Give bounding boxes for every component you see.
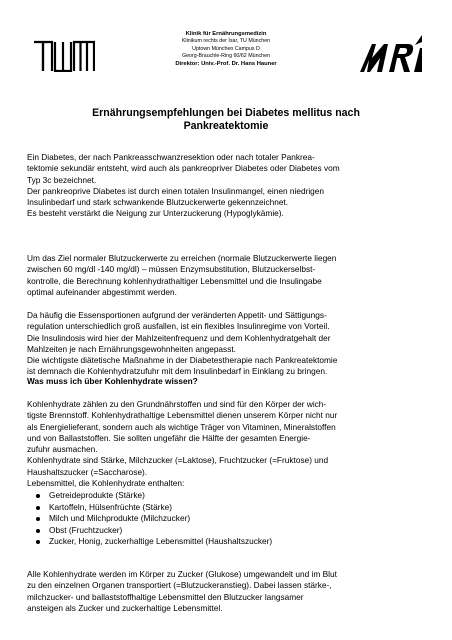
text-line: Mahlzeiten je nach Ernährungsgewohnheiten angepasst. xyxy=(27,343,236,354)
text-line: Alle Kohlenhydrate werden im Körper zu Zucker (Glukose) umgewandelt und im Blut xyxy=(27,569,337,579)
text-line: als Energielieferant, sondern auch als wichtige Träger von Vitaminen, Mineralstoffen xyxy=(27,421,336,432)
text-line: und von Ballaststoffen. Sie sollten ungefähr die Hälfte der gesamten Energie- xyxy=(27,432,311,443)
paragraph-4 xyxy=(27,399,429,478)
paragraph-2 xyxy=(27,253,429,298)
text-line: Die Insulindosis wird hier der Mahlzeitenfrequenz und dem Kohlenhydratgehalt der xyxy=(27,332,331,343)
text-line: Haushaltszucker (=Saccharose). xyxy=(27,466,148,477)
text-line: zu den einzelnen Organen transportiert (=Blutzuckeranstieg). Dabei lassen stärke-, xyxy=(27,580,332,591)
bullet-icon xyxy=(36,506,40,510)
text-line: Um das Ziel normaler Blutzuckerwerte zu erreichen (normale Blutzuckerwerte liegen xyxy=(27,253,337,263)
text-line: Da häufig die Essensportionen aufgrund der veränderten Appetit- und Sättigungs- xyxy=(27,310,327,320)
campus-name: Uptown München Campus D xyxy=(192,45,260,52)
text-line: Die wichtigste diätetische Maßnahme in der Diabetestherapie nach Pankreatektomie xyxy=(27,355,338,366)
text-line: ansteigen als Zucker und zuckerhaltige Lebensmittel. xyxy=(27,602,223,613)
carbohydrate-food-list xyxy=(36,490,416,548)
text-line: optimal aufeinander abgestimmt werden. xyxy=(27,286,177,297)
paragraph-6 xyxy=(27,569,429,614)
text-line: Kohlenhydrate zählen zu den Grundnährstoffen und sind für den Körper der wich- xyxy=(27,399,327,409)
text-line: kontrolle, die Berechnung kohlenhydrathaltiger Lebensmittel und die Insulingabe xyxy=(27,275,322,286)
bullet-icon xyxy=(36,517,40,521)
tum-logo xyxy=(33,40,95,72)
mri-logo xyxy=(358,34,422,74)
bullet-icon xyxy=(36,540,40,544)
hospital-name: Klinikum rechts der Isar, TU München xyxy=(181,38,271,45)
list-item: Milch und Milchprodukte (Milchzucker) xyxy=(36,513,416,525)
paragraph-1 xyxy=(27,152,429,220)
text-line: milchzucker- und ballaststoffhaltige Lebensmittel den Blutzucker langsamer xyxy=(27,591,304,602)
title-line-1: Ernährungsempfehlungen bei Diabetes mellitus nach xyxy=(92,107,360,119)
text-line: regulation unterschiedlich groß ausfallen, ist ein flexibles Insulinregime von Vorteil. xyxy=(27,321,330,332)
paragraph-3 xyxy=(27,310,429,378)
text-line: Insulinbedarf und stark schwankende Blutzuckerwerte gekennzeichnet. xyxy=(27,197,289,208)
list-item: Getreideprodukte (Stärke) xyxy=(36,490,416,502)
paragraph-5: Lebensmittel, die Kohlenhydrate enthalten: xyxy=(27,478,185,488)
document-title xyxy=(60,107,392,133)
text-line: Der pankreoprive Diabetes ist durch einen totalen Insulinmangel, einen niedrigen xyxy=(27,185,325,196)
bullet-icon xyxy=(36,529,40,533)
bullet-icon xyxy=(36,494,40,498)
text-line: Es besteht verstärkt die Neigung zur Unterzuckerung (Hypoglykämie). xyxy=(27,208,284,219)
text-line: zufuhr ausmachen. xyxy=(27,444,98,455)
director-line: Direktor: Univ.-Prof. Dr. Hans Hauner xyxy=(175,60,277,67)
title-line-2: Pankreatektomie xyxy=(183,120,269,132)
letterhead xyxy=(140,31,312,68)
text-line: tektomie sekundär entsteht, wird auch als pankreopriver Diabetes oder Diabetes vom xyxy=(27,163,340,174)
clinic-name: Klinik für Ernährungsmedizin xyxy=(185,31,267,37)
list-item: Obst (Fruchtzucker) xyxy=(36,525,416,537)
address: Georg-Brauchle-Ring 60/62 München xyxy=(181,53,271,60)
list-item: Zucker, Honig, zuckerhaltige Lebensmittel (Haushaltszucker) xyxy=(36,536,416,548)
text-line: Kohlenhydrate sind Stärke, Milchzucker (=Laktose), Fruchtzucker (=Fruktose) und xyxy=(27,455,329,466)
text-line: ist demnach die Kohlenhydratzufuhr mit dem Insulinbedarf in Einklang zu bringen. xyxy=(27,366,328,377)
list-item: Kartoffeln, Hülsenfrüchte (Stärke) xyxy=(36,502,416,514)
text-line: Typ 3c bezeichnet. xyxy=(27,174,97,185)
text-line: tigste Brennstoff. Kohlenhydrathaltige Lebensmittel dienen unserem Körper nicht nur xyxy=(27,410,338,421)
text-line: zwischen 60 mg/dl -140 mg/dl) – müssen Enzymsubstitution, Blutzuckerselbst- xyxy=(27,264,316,275)
text-line: Ein Diabetes, der nach Pankreasschwanzresektion oder nach totaler Pankrea- xyxy=(27,152,315,162)
section-heading: Was muss ich über Kohlenhydrate wissen? xyxy=(27,376,198,386)
